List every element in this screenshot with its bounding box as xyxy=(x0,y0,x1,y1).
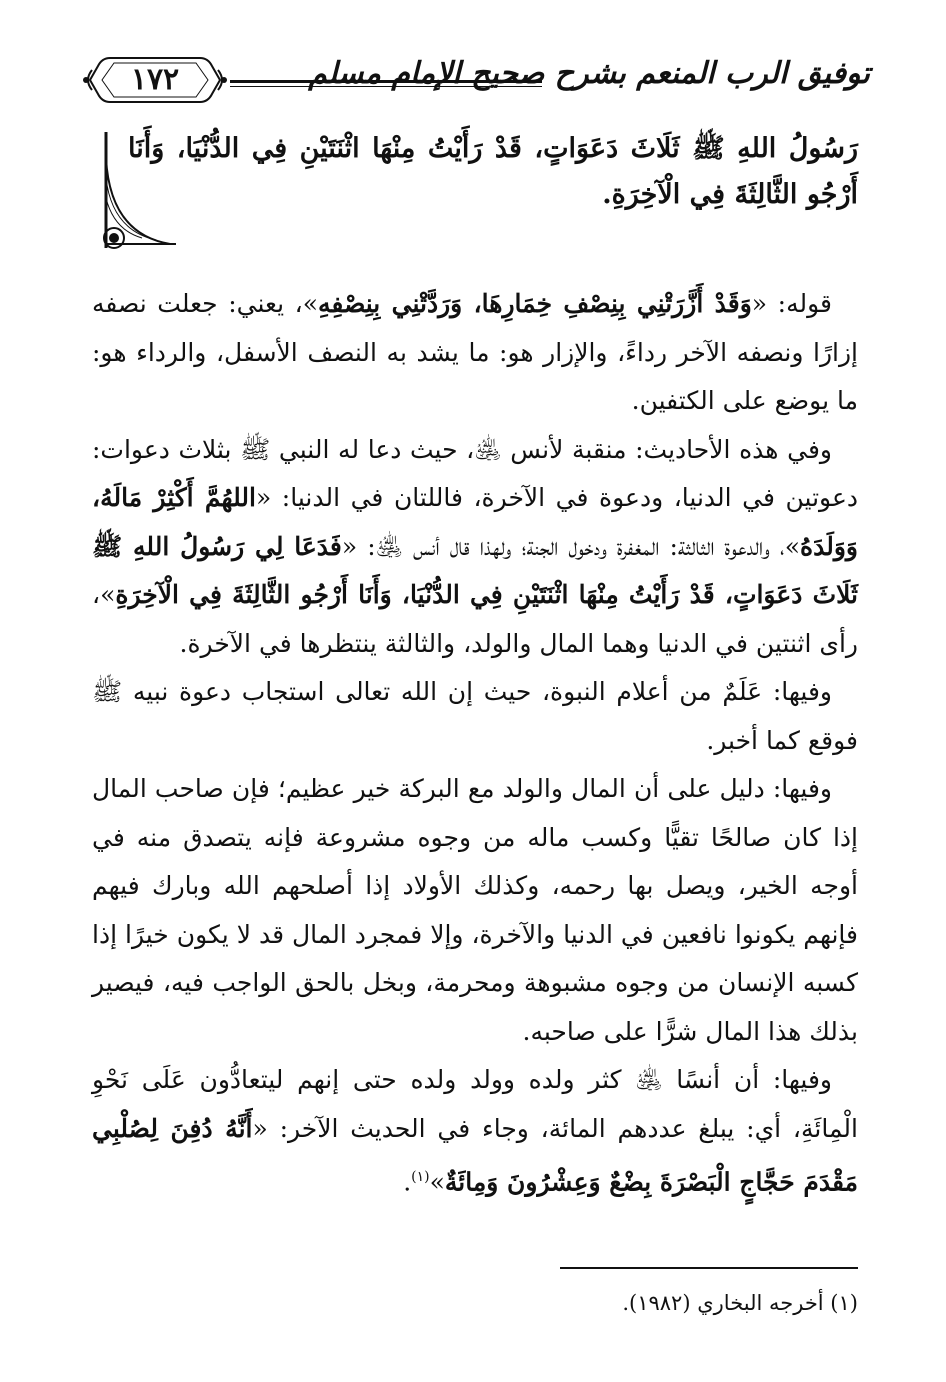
hadith-excerpt: اللهُمَّ أَكْثِرْ مَالَهُ، وَوَلَدَهُ xyxy=(92,483,858,561)
text-run: . xyxy=(403,1167,412,1197)
book-title: توفيق الرب المنعم بشرح صحيح الإمام مسلم xyxy=(308,56,870,91)
paragraph-1 xyxy=(92,280,858,426)
text-run: »، يعني: جعلت نصفه إزارًا ونصفه الآخر رداءً، والإزار هو: ما يشد به النصف الأسفل، والرداء هو: ما يوضع على الكتفين. xyxy=(92,289,858,415)
body-text xyxy=(92,280,858,1207)
hadith-excerpt: وَقَدْ أَزَّرَتْنِي بِنِصْفِ خِمَارِهَا، وَرَدَّتْنِي بِنِصْفِهِ xyxy=(318,289,752,318)
text-run: وفيها: أن أنسًا ﵁ كثر ولده وولد ولده حتى إنهم ليتعادُّون عَلَى نَحْوِ الْمِائَةِ، أي: يبلغ عددهم المائة، وجاء في الحديث الآخر: « xyxy=(92,1065,858,1143)
footnote: (١) أخرجه البخاري (١٩٨٢). xyxy=(622,1291,858,1315)
text-run: قوله: « xyxy=(751,289,832,318)
quote-text: رَسُولُ اللهِ ﷺ ثَلَاثَ دَعَوَاتٍ، قَدْ رَأَيْتُ مِنْهَا اثْنَتَيْنِ فِي الدُّنْيَا، وَأَنَا أَرْجُو الثَّالِثَةَ فِي الْآخِرَةِ. xyxy=(128,133,858,210)
text-run: »، رأى اثنتين في الدنيا وهما المال والولد، والثالثة ينتظرها في الآخرة. xyxy=(92,580,858,658)
text-run: وفي هذه الأحاديث: منقبة لأنس ﵁، حيث دعا له النبي ﷺ بثلاث دعوات: دعوتين في الدنيا، ودعوة في الآخرة، فاللتان في الدنيا: « xyxy=(92,434,859,512)
hadith-excerpt: فَدَعَا لِي رَسُولُ اللهِ ﷺ ثَلَاثَ دَعَوَاتٍ، قَدْ رَأَيْتُ مِنْهَا اثْنَتَيْنِ فِي الدُّنْيَا، وَأَنَا أَرْجُو الثَّالِثَةَ فِي الْآخِرَةِ xyxy=(92,531,858,609)
paragraph-5 xyxy=(92,1056,858,1207)
page-header xyxy=(80,48,870,108)
text-run: »، والدعوة الثالثة: المغفرة ودخول الجنة؛ ولهذا قال أنس ﵁: « xyxy=(341,531,801,561)
text-run: » xyxy=(429,1167,445,1197)
paragraph-3: وفيها: عَلَمٌ من أعلام النبوة، حيث إن الله تعالى استجاب دعوة نبيه ﷺ فوقع كما أخبر. xyxy=(92,677,858,755)
paragraph-2 xyxy=(92,426,858,669)
page-number: ١٧٢ xyxy=(130,62,180,97)
page-number-ornament xyxy=(80,52,230,108)
footnote-separator xyxy=(560,1267,858,1269)
footnote-marker[interactable]: (١) xyxy=(411,1169,430,1185)
hadith-quote-box xyxy=(96,118,858,258)
paragraph-4: وفيها: دليل على أن المال والولد مع البركة خير عظيم؛ فإن صاحب المال إذا كان صالحًا تقيًّا وكسب ماله من وجوه مشروعة فإنه يتصدق منه في أوجه الخير، ويصل بها رحمه، وكذلك الأولاد إذا أصلحهم الله وبارك فيهم فإنهم يكونوا نافعين في الدنيا والآخرة، وإلا فمجرد المال قد لا يكون خيرًا إذا كسبه الإنسان من وجوه مشبوهة ومحرمة، وبخل بالحق الواجب فيه، فيصير بذلك هذا المال شرًّا على صاحبه. xyxy=(92,774,858,1046)
hadith-excerpt: أَنَّهُ دُفِنَ لِصُلْبِي مَقْدَمَ حَجَّاجٍ الْبَصْرَةَ بِضْعٌ وَعِشْرُونَ وَمِائَةٌ xyxy=(92,1113,858,1197)
